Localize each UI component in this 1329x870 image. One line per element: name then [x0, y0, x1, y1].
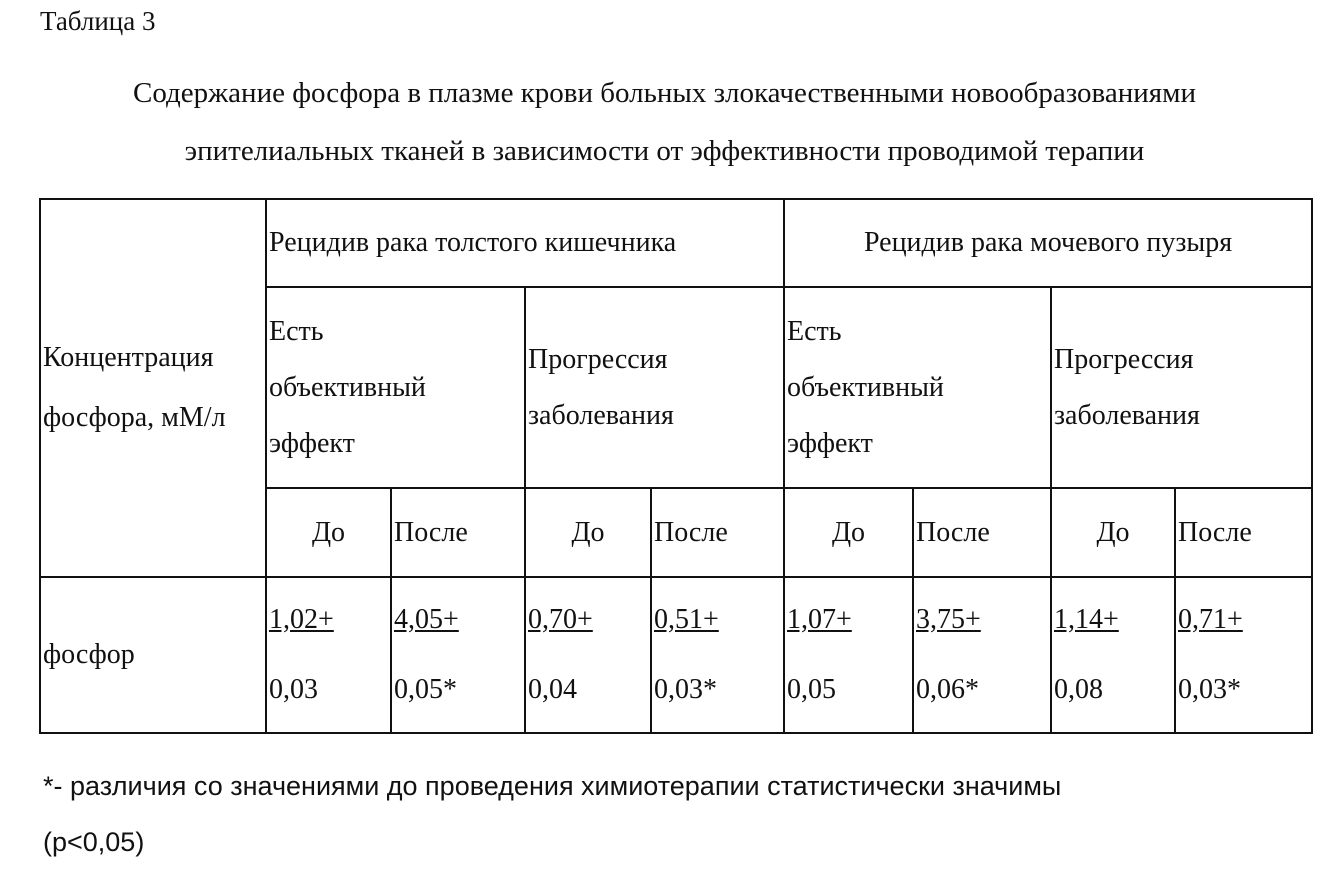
title-line-2: эпителиальных тканей в зависимости от эффективности проводимой терапии	[184, 135, 1145, 167]
value-mean: 0,51+	[654, 604, 719, 635]
subgroup-line: объективный	[269, 371, 426, 403]
subgroup-header	[784, 287, 1051, 488]
value-error: 0,05	[787, 674, 836, 705]
value-error: 0,03	[269, 674, 318, 705]
subgroup-line: объективный	[787, 371, 944, 403]
phosphorus-table	[39, 198, 1313, 734]
footnote	[43, 758, 1061, 870]
footnote-line-2: (p<0,05)	[43, 827, 145, 857]
value-mean: 3,75+	[916, 604, 981, 635]
title-line-1: Содержание фосфора в плазме крови больных злокачественными новообразованиями	[133, 77, 1196, 109]
row-header-line-1: Концентрация	[43, 342, 214, 373]
value-cell	[1175, 577, 1312, 733]
period-header: До	[1051, 488, 1175, 577]
subgroup-line: Прогрессия	[528, 343, 668, 375]
value-error: 0,05*	[394, 674, 457, 705]
period-header: После	[391, 488, 525, 577]
value-cell	[913, 577, 1051, 733]
group-header-colon: Рецидив рака толстого кишечника	[266, 199, 784, 287]
value-cell	[391, 577, 525, 733]
subgroup-line: Прогрессия	[1054, 343, 1194, 375]
value-error: 0,08	[1054, 674, 1103, 705]
value-mean: 0,71+	[1178, 604, 1243, 635]
footnote-line-1: *- различия со значениями до проведения химиотерапии статистически значимы	[43, 771, 1062, 801]
subgroup-header	[1051, 287, 1312, 488]
value-mean: 1,02+	[269, 604, 334, 635]
value-error: 0,04	[528, 674, 577, 705]
value-error: 0,03*	[654, 674, 717, 705]
period-header: До	[266, 488, 391, 577]
value-cell	[1051, 577, 1175, 733]
subgroup-line: эффект	[269, 427, 355, 459]
group-header-bladder: Рецидив рака мочевого пузыря	[784, 199, 1312, 287]
subgroup-line: Есть	[787, 315, 842, 347]
subgroup-line: заболевания	[528, 399, 674, 431]
subgroup-line: эффект	[787, 427, 873, 459]
row-header-cell	[40, 199, 266, 577]
value-mean: 1,07+	[787, 604, 852, 635]
row-header-line-2: фосфора, мМ/л	[43, 402, 226, 433]
period-header: После	[1175, 488, 1312, 577]
value-cell	[784, 577, 913, 733]
table-label: Таблица 3	[40, 6, 156, 36]
period-header: До	[784, 488, 913, 577]
value-cell	[525, 577, 651, 733]
value-mean: 4,05+	[394, 604, 459, 635]
period-header: После	[651, 488, 784, 577]
value-error: 0,03*	[1178, 674, 1241, 705]
value-error: 0,06*	[916, 674, 979, 705]
value-mean: 1,14+	[1054, 604, 1119, 635]
subgroup-line: Есть	[269, 315, 324, 347]
value-cell	[266, 577, 391, 733]
subgroup-line: заболевания	[1054, 399, 1200, 431]
data-row-label: фосфор	[40, 577, 266, 733]
period-header: После	[913, 488, 1051, 577]
subgroup-header	[525, 287, 784, 488]
value-mean: 0,70+	[528, 604, 593, 635]
subgroup-header	[266, 287, 525, 488]
value-cell	[651, 577, 784, 733]
period-header: До	[525, 488, 651, 577]
table-title	[0, 64, 1329, 180]
